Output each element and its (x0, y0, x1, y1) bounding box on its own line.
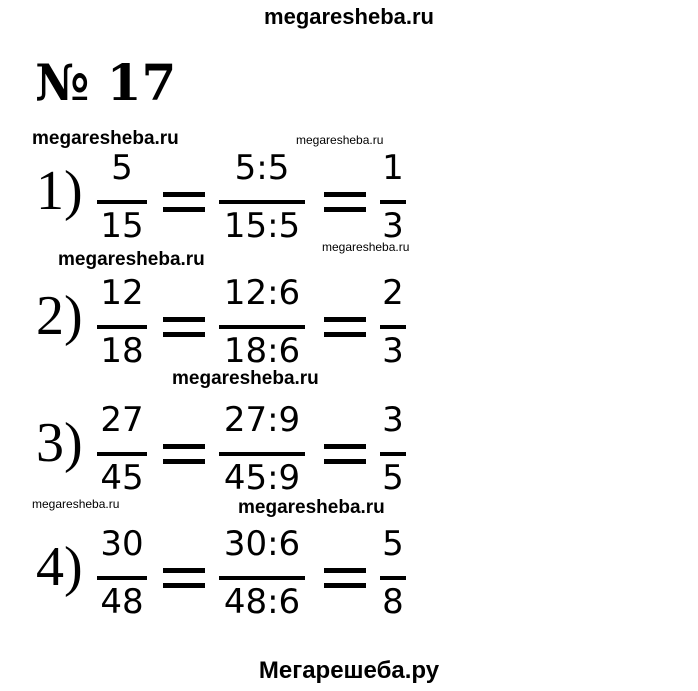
numerator: 30 (100, 524, 144, 564)
watermark: megaresheba.ru (322, 240, 410, 254)
numerator: 30:6 (223, 524, 301, 564)
numerator: 12 (100, 273, 144, 313)
fraction-original (97, 145, 147, 255)
denominator: 18:6 (223, 331, 301, 371)
numerator: 3 (382, 400, 404, 440)
numerator: 27:9 (223, 400, 301, 440)
denominator: 3 (382, 206, 404, 246)
watermark-bottom: Мегарешеба.ру (258, 657, 440, 684)
fraction-row-3 (0, 397, 698, 507)
equals-sign (324, 186, 366, 219)
fraction-bar (380, 325, 406, 329)
fraction-division (219, 521, 305, 631)
numerator: 5 (111, 148, 133, 188)
fraction-division (219, 145, 305, 255)
fraction-bar (380, 452, 406, 456)
equals-sign (163, 438, 205, 471)
fraction-result (380, 521, 406, 631)
denominator: 5 (382, 458, 404, 498)
fraction-bar (219, 200, 305, 204)
fraction-bar (97, 200, 147, 204)
watermark: megaresheba.ru (32, 128, 179, 149)
denominator: 15 (100, 206, 144, 246)
fraction-result (380, 270, 406, 380)
denominator: 45:9 (223, 458, 301, 498)
problem-number-title: № 17 (35, 53, 177, 112)
watermark: megaresheba.ru (32, 497, 120, 511)
item-label: 3) (36, 412, 83, 474)
fraction-row-1 (0, 145, 698, 255)
fraction-bar (380, 576, 406, 580)
equals-sign (324, 311, 366, 344)
fraction-row-4 (0, 521, 698, 631)
denominator: 48 (100, 582, 144, 622)
watermark: megaresheba.ru (296, 133, 384, 147)
denominator: 18 (100, 331, 144, 371)
fraction-row-2 (0, 270, 698, 380)
numerator: 27 (100, 400, 144, 440)
denominator: 48:6 (223, 582, 301, 622)
fraction-bar (219, 452, 305, 456)
denominator: 15:5 (223, 206, 301, 246)
fraction-original (97, 397, 147, 507)
equals-sign (163, 562, 205, 595)
numerator: 5:5 (234, 148, 290, 188)
fraction-bar (97, 452, 147, 456)
denominator: 3 (382, 331, 404, 371)
equals-sign (163, 186, 205, 219)
equals-sign (324, 438, 366, 471)
fraction-bar (219, 576, 305, 580)
watermark-top: megaresheba.ru (264, 4, 434, 29)
fraction-bar (380, 200, 406, 204)
fraction-bar (97, 325, 147, 329)
denominator: 45 (100, 458, 144, 498)
numerator: 1 (382, 148, 404, 188)
item-label: 2) (36, 285, 83, 347)
watermark: megaresheba.ru (238, 497, 385, 518)
equals-sign (163, 311, 205, 344)
fraction-result (380, 145, 406, 255)
watermark: megaresheba.ru (58, 249, 205, 270)
equals-sign (324, 562, 366, 595)
numerator: 12:6 (223, 273, 301, 313)
fraction-bar (97, 576, 147, 580)
denominator: 8 (382, 582, 404, 622)
numerator: 5 (382, 524, 404, 564)
fraction-original (97, 521, 147, 631)
watermark: megaresheba.ru (172, 368, 319, 389)
fraction-result (380, 397, 406, 507)
fraction-division (219, 397, 305, 507)
fraction-bar (219, 325, 305, 329)
fraction-division (219, 270, 305, 380)
numerator: 2 (382, 273, 404, 313)
fraction-original (97, 270, 147, 380)
item-label: 4) (36, 536, 83, 598)
item-label: 1) (36, 160, 83, 222)
